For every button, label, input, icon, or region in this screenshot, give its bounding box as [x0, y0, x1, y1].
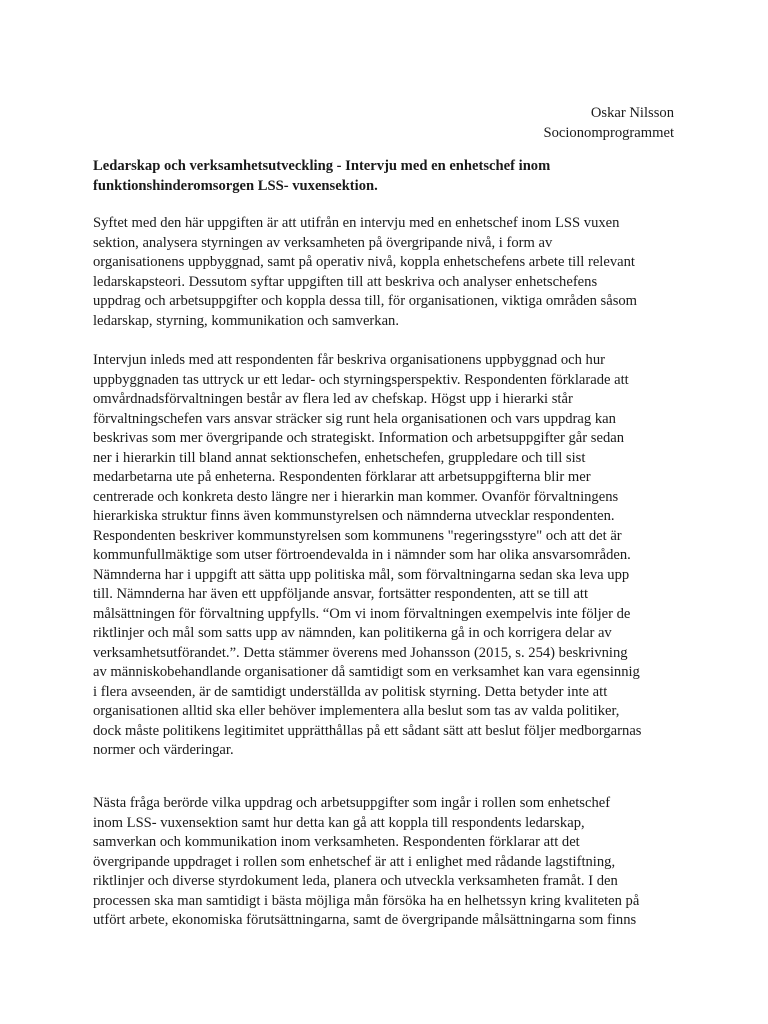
text-line: Nämnderna har i uppgift att sätta upp politiska mål, som förvaltningarna sedan ska leva upp: [93, 566, 630, 583]
text-line: omvårdnadsförvaltningen består av flera led av chefskap. Högst upp i hierarki står: [93, 391, 573, 407]
title-line: funktionshinderomsorgen LSS- vuxensektion.: [93, 177, 378, 194]
program-name: Socionomprogrammet: [543, 124, 674, 141]
author-name: Oskar Nilsson: [590, 105, 674, 121]
text-line: uppbyggnaden tas uttryck ur ett ledar- och styrningsperspektiv. Respondenten förklarade att: [93, 371, 629, 388]
paragraph-assignment: [93, 794, 639, 931]
text-line: normer och värderingar.: [93, 742, 234, 758]
text-line: av människobehandlande organisationer då samtidigt som en verksamhet kan vara egensinnig: [93, 664, 640, 680]
document-title: [93, 157, 683, 196]
text-line: hierarkiska struktur finns även kommunstyrelsen och nämnderna utvecklar respondenten.: [93, 508, 615, 524]
text-line: sektion, analysera styrningen av verksamheten på övergripande nivå, i form av: [93, 234, 553, 251]
text-line: centrerade och konkreta desto längre ner i hierarkin man kommer. Ovanför förvaltningens: [93, 488, 619, 505]
paragraph-organisation: [93, 351, 641, 761]
text-line: Intervjun inleds med att respondenten får beskriva organisationens uppbyggnad och hur: [93, 352, 605, 368]
text-line: till. Nämnderna har även ett uppföljande ansvar, fortsätter respondenten, att se till att: [93, 586, 589, 602]
text-line: riktlinjer och mål som satts upp av nämnden, kan politikerna gå in och korrigera delar av: [93, 625, 612, 641]
text-line: Nästa fråga berörde vilka uppdrag och arbetsuppgifter som ingår i rollen som enhetschef: [93, 795, 611, 811]
text-line: inom LSS- vuxensektion samt hur detta kan gå att koppla till respondents ledarskap,: [93, 814, 585, 831]
title-line: Ledarskap och verksamhetsutveckling - Intervju med en enhetschef inom: [93, 158, 551, 174]
text-line: organisationen alltid ska eller behöver implementera alla beslut som tas av valda politiker,: [93, 703, 620, 719]
text-line: ledarskap, styrning, kommunikation och samverkan.: [93, 312, 399, 329]
text-line: verksamhetsutförandet.”. Detta stämmer överens med Johansson (2015, s. 254) beskrivning: [93, 644, 628, 661]
text-line: beskrivas som mer övergripande och strategiskt. Information och arbetsuppgifter går sedan: [93, 430, 625, 446]
text-line: uppdrag och arbetsuppgifter och koppla dessa till, för organisationen, viktiga områden såsom: [93, 293, 638, 309]
text-line: kommunfullmäktige som utser förtroendevalda in i nämnder som har olika ansvarsområden.: [93, 547, 631, 563]
text-line: förvaltningschefen vars ansvar sträcker sig runt hela organisationen och vars uppdrag kan: [93, 410, 616, 427]
text-line: i flera avseenden, är de samtidigt underställda av politisk styrning. Detta betyder inte att: [93, 683, 608, 700]
text-line: dock måste politikens legitimitet upprätthållas på ett sådant sätt att beslut följer medborgarnas: [93, 722, 642, 739]
text-line: övergripande uppdraget i rollen som enhetschef är att i enlighet med rådande lagstiftning,: [93, 853, 616, 870]
text-line: Syftet med den här uppgiften är att utifrån en intervju med en enhetschef inom LSS vuxen: [93, 215, 620, 231]
paragraph-purpose: [93, 214, 637, 331]
text-line: målsättningen för förvaltning uppfylls. “Om vi inom förvaltningen exempelvis inte följer de: [93, 605, 631, 622]
text-line: medarbetarna ute på enheterna. Respondenten förklarar att arbetsuppgifterna blir mer: [93, 469, 591, 485]
text-line: riktlinjer och diverse styrdokument leda, planera och utveckla verksamheten framåt. I den: [93, 873, 618, 889]
text-line: organisationens uppbyggnad, samt på operativ nivå, koppla enhetschefens arbete till relevant: [93, 254, 635, 270]
text-line: processen ska man samtidigt i bästa möjliga mån försöka ha en helhetssyn kring kvaliteten på: [93, 892, 640, 909]
text-line: Respondenten beskriver kommunstyrelsen som kommunens "regeringsstyre" och att det är: [93, 527, 622, 544]
text-line: ner i hierarkin till bland annat sektionschefen, enhetschefen, gruppledare och till sist: [93, 449, 586, 466]
text-line: ledarskapsteori. Dessutom syftar uppgiften till att beskriva och analyser enhetschefens: [93, 273, 598, 290]
text-line: utfört arbete, ekonomiska förutsättningarna, samt de övergripande målsättningarna som finns: [93, 912, 637, 928]
text-line: samverkan och kommunikation inom verksamheten. Respondenten förklarar att det: [93, 834, 580, 850]
author-block: [543, 104, 674, 143]
